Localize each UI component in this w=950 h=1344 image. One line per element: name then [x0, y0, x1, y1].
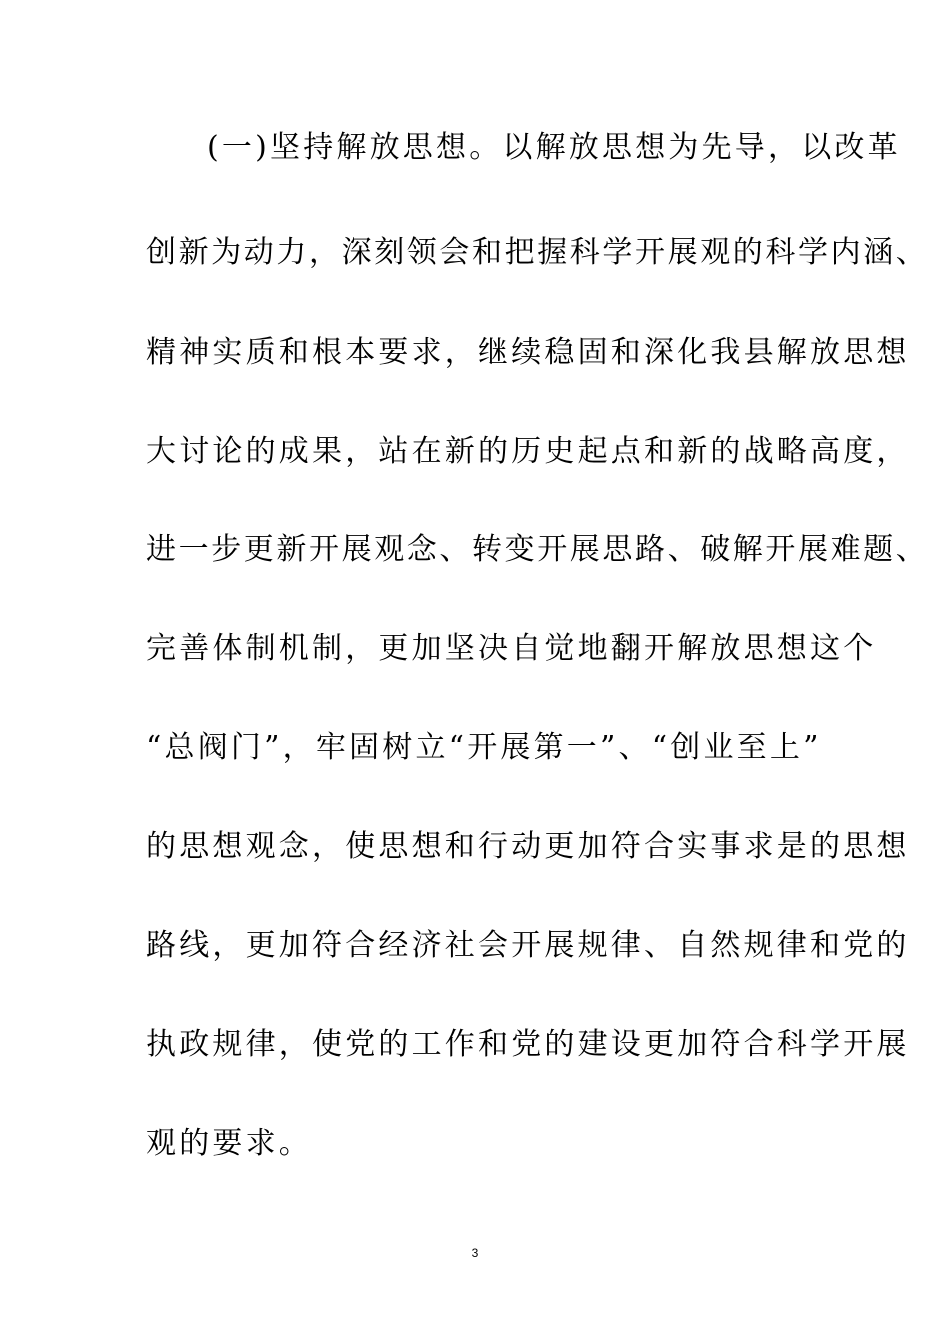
- paragraph-line: 执政规律，使党的工作和党的建设更加符合科学开展: [146, 1027, 910, 1062]
- page-number: 3: [471, 1246, 479, 1260]
- paragraph-line: 路线，更加符合经济社会开展规律、自然规律和党的: [146, 928, 910, 963]
- paragraph-line: 进一步更新开展观念、转变开展思路、破解开展难题、: [146, 532, 929, 567]
- paragraph-line: 创新为动力，深刻领会和把握科学开展观的科学内涵、: [146, 235, 929, 270]
- paragraph-line: 精神实质和根本要求，继续稳固和深化我县解放思想: [146, 335, 910, 370]
- paragraph-line: (一)坚持解放思想。以解放思想为先导，以改革: [207, 130, 901, 165]
- paragraph-line: 完善体制机制，更加坚决自觉地翻开解放思想这个: [146, 631, 877, 666]
- paragraph-line: 观的要求。: [146, 1126, 312, 1161]
- paragraph-line: 的思想观念，使思想和行动更加符合实事求是的思想: [146, 829, 910, 864]
- paragraph-line: “总阀门”，牢固树立“开展第一”、“创业至上”: [146, 730, 822, 765]
- paragraph-line: 大讨论的成果，站在新的历史起点和新的战略高度，: [146, 434, 910, 469]
